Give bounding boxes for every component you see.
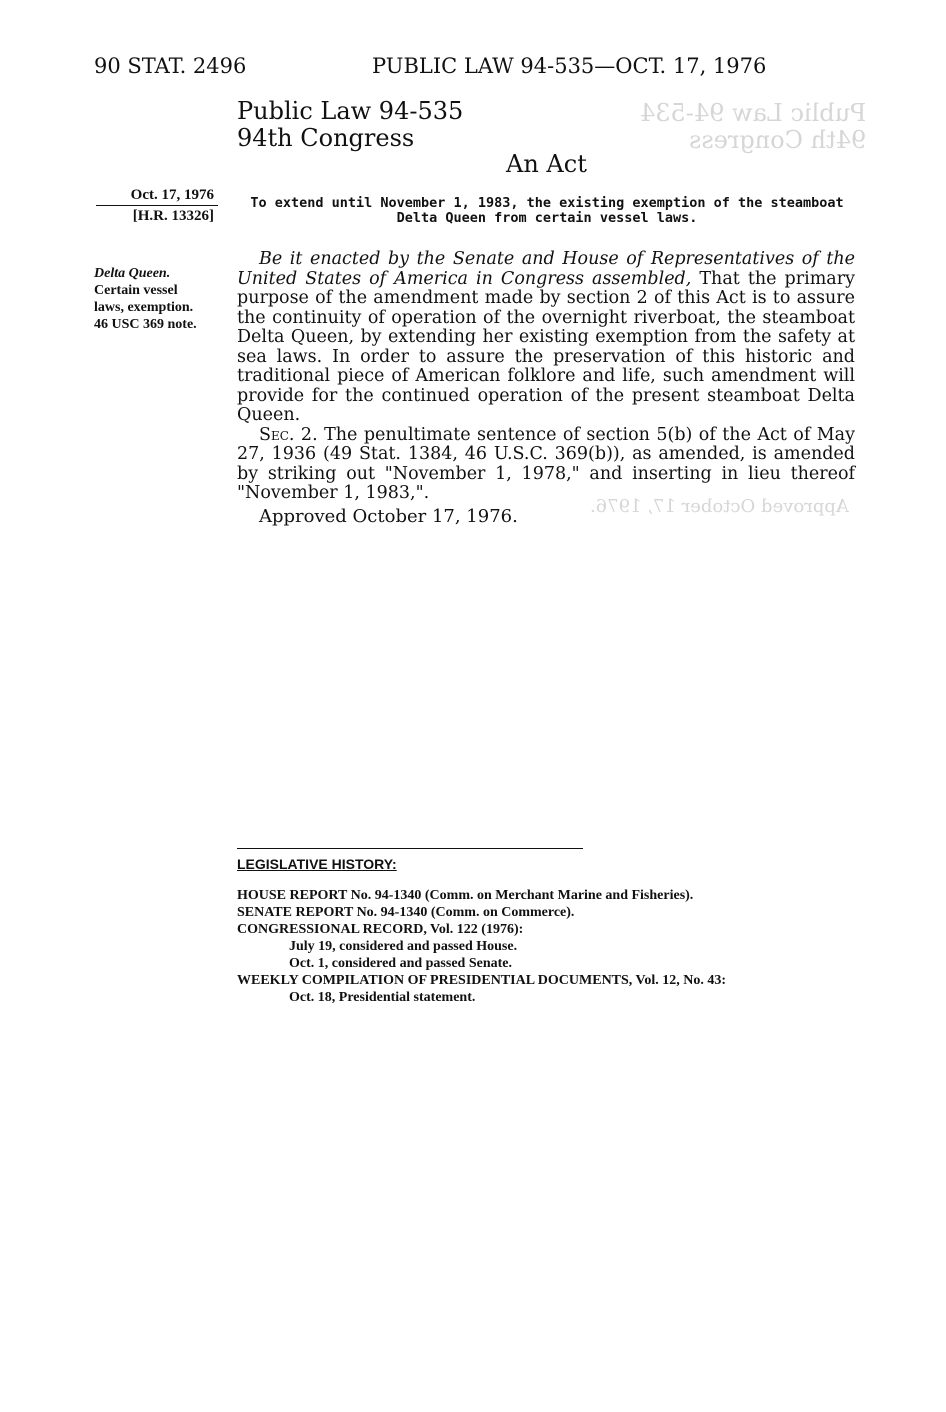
act-body: [237, 250, 855, 504]
side-note-citation: 46 USC 369 note.: [94, 317, 197, 332]
section-1-paragraph: [237, 250, 855, 426]
section-1-text: That the primary purpose of the amendment made by section 2 of this Act is to assure the continuity of operation of the overnight riverboat, the steamboat Delta Queen, by extending her existing exemption from the safety at sea laws. In order to assure the preservation of this historic and traditional piece of American folklore and life, such amendment will provide for the continued operation of the present steamboat Delta Queen.: [237, 268, 855, 425]
history-line: Oct. 18, Presidential statement.: [289, 990, 476, 1005]
history-line: SENATE REPORT No. 94-1340 (Comm. on Commerce).: [237, 905, 575, 920]
legislative-history-title: LEGISLATIVE HISTORY:: [237, 856, 397, 872]
history-line: Oct. 1, considered and passed Senate.: [289, 956, 512, 971]
history-line: July 19, considered and passed House.: [289, 939, 518, 954]
margin-bill-number: [H.R. 13326]: [132, 208, 214, 224]
running-header: PUBLIC LAW 94-535—OCT. 17, 1976: [372, 54, 767, 78]
history-line: HOUSE REPORT No. 94-1340 (Comm. on Merchant Marine and Fisheries).: [237, 888, 694, 903]
enacting-clause: Be it enacted by the Senate and House of Representatives of the United States of America in Congress assembled,: [237, 249, 855, 289]
bleed-through-approved: Approved October 17, 1976.: [590, 496, 849, 517]
margin-divider: [96, 205, 218, 206]
history-divider: [237, 848, 583, 849]
stat-page-number: 90 STAT. 2496: [94, 54, 247, 78]
margin-side-notes: [94, 265, 218, 333]
public-law-number: Public Law 94-535: [237, 97, 464, 125]
section-2-paragraph: [237, 426, 855, 504]
section-2-text: The penultimate sentence of section 5(b) of the Act of May 27, 1936 (49 Stat. 1384, 46 U.S.C. 369(b)), as amended, is amended by striking out "November 1, 1978," and inserting in lieu thereof "November 1, 1983,".: [237, 424, 855, 503]
approval-date: Approved October 17, 1976.: [259, 506, 518, 527]
section-2-label: Sec. 2.: [259, 424, 318, 445]
act-purpose: To extend until November 1, 1983, the existing exemption of the steamboat Delta Queen from certain vessel laws.: [250, 195, 844, 226]
act-heading: An Act: [506, 150, 587, 178]
bleed-through-title: Public Law 94-534 94th Congress: [640, 99, 867, 154]
law-title-block: [237, 98, 463, 152]
congress-number: 94th Congress: [237, 124, 415, 152]
side-note-line: Certain vessel: [94, 283, 178, 298]
margin-date: Oct. 17, 1976: [130, 187, 214, 203]
legislative-history-list: [237, 887, 857, 1006]
side-note-line: laws, exemption.: [94, 300, 194, 315]
side-note-delta-queen: Delta Queen.: [94, 266, 171, 281]
history-line: WEEKLY COMPILATION OF PRESIDENTIAL DOCUMENTS, Vol. 12, No. 43:: [237, 973, 727, 988]
history-line: CONGRESSIONAL RECORD, Vol. 122 (1976):: [237, 922, 524, 937]
